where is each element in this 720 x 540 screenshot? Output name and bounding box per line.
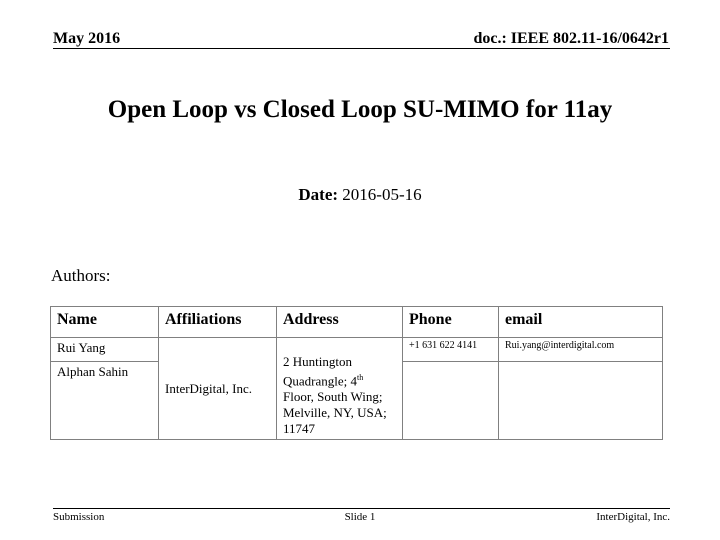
header-doc-id: doc.: IEEE 802.11-16/0642r1 (473, 30, 669, 47)
footer-company: InterDigital, Inc. (596, 511, 670, 523)
date-value: 2016-05-16 (338, 185, 422, 204)
date-label: Date: (298, 185, 339, 204)
author-name: Alphan Sahin (51, 362, 159, 440)
address-sup: th (357, 373, 364, 382)
col-header-email: email (499, 307, 663, 338)
author-name: Rui Yang (51, 338, 159, 362)
author-email: Rui.yang@interdigital.com (499, 338, 663, 362)
author-affiliation: InterDigital, Inc. (159, 338, 277, 440)
author-phone: +1 631 622 4141 (403, 338, 499, 362)
col-header-affiliations: Affiliations (159, 307, 277, 338)
date-line (0, 185, 720, 205)
col-header-name: Name (51, 307, 159, 338)
address-part-2: Floor, South Wing; Melville, NY, USA; 11747 (283, 389, 387, 437)
address-part-1: 2 Huntington Quadrangle; 4 (283, 354, 358, 389)
table-row (51, 338, 663, 362)
footer-submission: Submission (53, 511, 105, 523)
col-header-phone: Phone (403, 307, 499, 338)
authors-table (50, 306, 663, 440)
footer-divider (53, 508, 670, 509)
header-date: May 2016 (53, 30, 121, 47)
author-email (499, 362, 663, 440)
col-header-address: Address (277, 307, 403, 338)
author-phone (403, 362, 499, 440)
author-address (277, 338, 403, 440)
slide-title: Open Loop vs Closed Loop SU-MIMO for 11ay (107, 96, 613, 123)
table-header-row (51, 307, 663, 338)
authors-label: Authors: (51, 266, 111, 285)
header-divider (53, 48, 670, 49)
footer-slide-number: Slide 1 (344, 511, 376, 523)
